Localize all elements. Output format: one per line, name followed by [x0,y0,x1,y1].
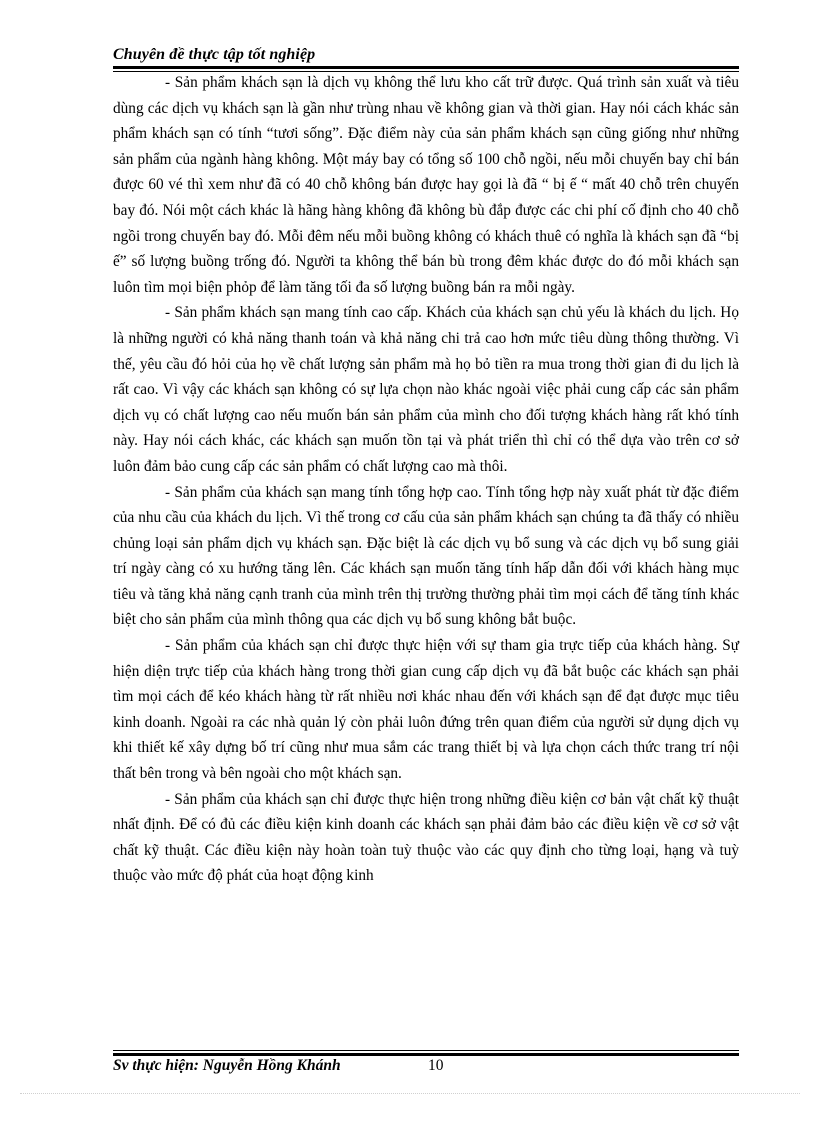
footer-author: Sv thực hiện: Nguyễn Hồng Khánh [113,1057,341,1074]
page-footer [113,1057,739,1079]
paragraph-4: - Sản phẩm của khách sạn chỉ được thực hiện với sự tham gia trực tiếp của khách hàng. Sự hiện diện trực tiếp của khách hàng trong thời gian cung cấp dịch vụ đã bắt buộc các khách sạn phải tìm mọi cách để kéo khách hàng từ rất nhiều nơi khác nhau đến với khách sạn để đạt được mục tiêu kinh doanh. Ngoài ra các nhà quản lý còn phải luôn đứng trên quan điểm của người sử dụng dịch vụ khi thiết kế xây dựng bố trí cũng như mua sắm các trang thiết bị và lựa chọn cách thức trang trí nội thất bên trong và bên ngoài cho một khách sạn. [113,637,739,783]
document-body [113,70,739,889]
page-number: 10 [428,1057,444,1074]
footer-rule-thin [113,1050,739,1051]
paragraph-1: - Sản phẩm khách sạn là dịch vụ không thể lưu kho cất trữ được. Quá trình sản xuất và tiêu dùng các dịch vụ khách sạn là gần như trùng nhau về không gian và thời gian. Hay nói cách khác sản phẩm khách sạn có tính “tươi sống”. Đặc điểm này của sản phẩm khách sạn cũng giống như những sản phẩm của ngành hàng không. Một máy bay có tổng số 100 chỗ ngồi, nếu mỗi chuyến bay chỉ bán được 60 vé thì xem như đã có 40 chỗ không bán được hay gọi là đã “ bị ế “ mất 40 chỗ trên chuyến bay đó. Nói một cách khác là hãng hàng không đã không bù đắp được các chi phí cố định cho 40 chỗ ngồi trong chuyến bay đó. Mỗi đêm nếu mỗi buồng không có khách thuê có nghĩa là khách sạn đã “bị ế” số lượng buồng trống đó. Người ta không thể bán bù trong đêm khác được do đó mỗi khách sạn luôn tìm mọi biện phỏp để làm tăng tối đa số lượng buồng bán ra mỗi ngày. [113,74,739,296]
paragraph-2: - Sản phẩm khách sạn mang tính cao cấp. Khách của khách sạn chủ yếu là khách du lịch. Họ là những người có khả năng thanh toán và khả năng chi trả cao hơn mức tiêu dùng thông thường. Vì thế, yêu cầu đó hỏi của họ về chất lượng sản phẩm mà họ bỏ tiền ra mua trong thời gian đi du lịch là rất cao. Vì vậy các khách sạn không có sự lựa chọn nào khác ngoài việc phải cung cấp các sản phẩm dịch vụ có chất lượng cao nếu muốn bán sản phẩm của mình cho đối tượng khách hàng rất khó tính này. Hay nói cách khác, các khách sạn muốn tồn tại và phát triển thì chỉ có thể dựa vào trên cơ sở luôn đảm bảo cung cấp các sản phẩm có chất lượng cao mà thôi. [113,304,739,475]
footer-rule-thick [113,1053,739,1056]
header-rule-thick [113,66,739,69]
paragraph-3: - Sản phẩm của khách sạn mang tính tổng hợp cao. Tính tổng hợp này xuất phát từ đặc điểm của nhu cầu của khách du lịch. Vì thế trong cơ cấu của sản phẩm khách sạn chúng ta đã thấy có nhiều chủng loại sản phẩm dịch vụ khách sạn. Đặc biệt là các dịch vụ bổ sung và các dịch vụ bổ sung giải trí ngày càng có xu hướng tăng lên. Các khách sạn muốn tăng tính hấp dẫn đối với khách hàng mục tiêu và tăng khả năng cạnh tranh của mình trên thị trường thường phải tìm mọi cách để tăng tính khác biệt cho sản phẩm của mình thông qua các dịch vụ bổ sung không bắt buộc. [113,483,739,629]
paragraph-5: - Sản phẩm của khách sạn chỉ được thực hiện trong những điều kiện cơ bản vật chất kỹ thuật nhất định. Để có đủ các điều kiện kinh doanh các khách sạn phải đảm bảo các điều kiện về cơ sở vật chất kỹ thuật. Các điều kiện này hoàn toàn tuỳ thuộc vào các quy định cho từng loại, hạng và tuỳ thuộc vào mức độ phát của hoạt động kinh [113,790,739,885]
page-header-title: Chuyên đề thực tập tốt nghiệp [113,46,316,63]
page-bottom-dotted-line [20,1093,800,1094]
